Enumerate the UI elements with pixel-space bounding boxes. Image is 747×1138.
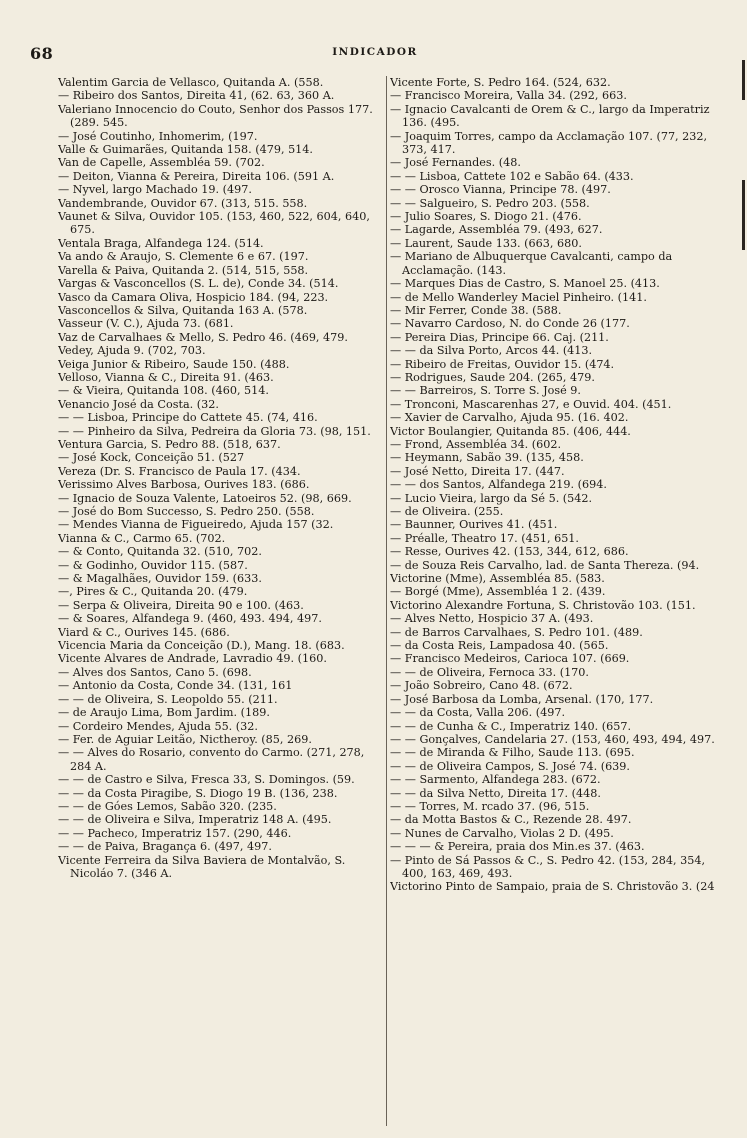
directory-entry: Vasconcellos & Silva, Quitanda 163 A. (578. xyxy=(58,303,308,317)
directory-entry: — Serpa & Oliveira, Direita 90 e 100. (463. xyxy=(58,598,304,612)
directory-entry: — Alves dos Santos, Cano 5. (698. xyxy=(58,665,252,679)
directory-entry: — da Motta Bastos & C., Rezende 28. 497. xyxy=(390,813,632,827)
directory-entry: — — Torres, M. rcado 37. (96, 515. xyxy=(390,799,590,813)
directory-entry: — — da Costa Piragibe, S. Diogo 19 B. (136, 238. xyxy=(58,786,338,800)
directory-entry: — Joaquim Torres, campo da Acclamação 107. (77, 232, 373, 417. xyxy=(390,129,708,157)
directory-entry: Valentim Garcia de Vellasco, Quitanda A. (558. xyxy=(58,76,324,89)
directory-entry: — Baunner, Ourives 41. (451. xyxy=(390,518,558,532)
running-title: INDICADOR xyxy=(332,46,418,58)
directory-entry: Valeriano Innocencio do Couto, Senhor dos Passos 177. (289. 545. xyxy=(58,102,373,130)
directory-entry: — — de Oliveira Campos, S. José 74. (639. xyxy=(390,759,630,773)
directory-entry: — — Lisboa, Cattete 102 e Sabão 64. (433. xyxy=(390,169,634,183)
directory-entry: — Ignacio de Souza Valente, Latoeiros 52. (98, 669. xyxy=(58,491,352,505)
directory-entry: — Marques Dias de Castro, S. Manoel 25. (413. xyxy=(390,277,660,291)
directory-entry: — de Barros Carvalhaes, S. Pedro 101. (489. xyxy=(390,625,643,639)
directory-entry: Verissimo Alves Barbosa, Ourives 183. (686. xyxy=(58,478,310,492)
directory-entry: — Francisco Moreira, Valla 34. (292, 663. xyxy=(390,89,627,103)
directory-entry: Victorino Alexandre Fortuna, S. Christovão 103. (151. xyxy=(390,598,696,612)
left-column xyxy=(58,76,384,1126)
directory-entry: Victor Boulangier, Quitanda 85. (406, 444. xyxy=(390,424,631,438)
directory-entry: — Lagarde, Assembléa 79. (493, 627. xyxy=(390,223,603,237)
directory-entry: — — da Silva Porto, Arcos 44. (413. xyxy=(390,344,593,358)
directory-entry: — — — & Pereira, praia dos Min.es 37. (463. xyxy=(390,840,645,854)
directory-entry: — Pinto de Sá Passos & C., S. Pedro 42. (153, 284, 354, 400, 163, 469, 493. xyxy=(390,853,706,880)
directory-entry: — Ribeiro dos Santos, Direita 41, (62. 63, 360 A. xyxy=(58,89,335,103)
directory-entry: — — da Silva Netto, Direita 17. (448. xyxy=(390,786,601,800)
directory-entry: — Ignacio Cavalcanti de Orem & C., largo da Imperatriz 136. (495. xyxy=(390,102,710,130)
directory-entry: — de Oliveira. (255. xyxy=(390,505,504,518)
directory-entry: — — Lisboa, Principe do Cattete 45. (74, 416. xyxy=(58,411,318,425)
directory-entry: — Heymann, Sabão 39. (135, 458. xyxy=(390,451,584,465)
directory-entry: — & Magalhães, Ouvidor 159. (633. xyxy=(58,572,262,586)
directory-entry: — — Pinheiro da Silva, Pedreira da Gloria 73. (98, 151. xyxy=(58,424,371,438)
directory-entry: — — de Oliveira, Fernoca 33. (170. xyxy=(390,665,589,679)
directory-entry: — de Araujo Lima, Bom Jardim. (189. xyxy=(58,706,270,720)
directory-entry: — João Sobreiro, Cano 48. (672. xyxy=(390,679,573,693)
page-edge-mark xyxy=(742,60,745,100)
directory-entry: — Mir Ferrer, Conde 38. (588. xyxy=(390,303,562,317)
directory-entry: — José Fernandes. (48. xyxy=(390,156,521,170)
column-divider xyxy=(386,76,387,1126)
directory-entry: Vicente Forte, S. Pedro 164. (524, 632. xyxy=(390,76,611,89)
directory-entry: — José Kock, Conceição 51. (527 xyxy=(58,451,245,465)
directory-entry: — Rodrigues, Saude 204. (265, 479. xyxy=(390,370,595,384)
directory-entry: — José Barbosa da Lomba, Arsenal. (170, 177. xyxy=(390,692,654,706)
directory-entry: Velloso, Vianna & C., Direita 91. (463. xyxy=(58,370,274,384)
directory-entry: — José do Bom Successo, S. Pedro 250. (558. xyxy=(58,505,315,518)
directory-entry: — Xavier de Carvalho, Ajuda 95. (16. 402. xyxy=(390,411,629,425)
directory-entry: — — de Oliveira, S. Leopoldo 55. (211. xyxy=(58,692,278,706)
directory-entry: — Nunes de Carvalho, Violas 2 D. (495. xyxy=(390,826,614,840)
directory-entry: Vandembrande, Ouvidor 67. (313, 515. 558. xyxy=(58,196,308,210)
directory-entry: — Resse, Ourives 42. (153, 344, 612, 686. xyxy=(390,545,629,559)
directory-entry: Venancio José da Costa. (32. xyxy=(58,397,219,411)
page-edge-mark xyxy=(742,180,745,250)
directory-entry: Viard & C., Ourives 145. (686. xyxy=(58,625,230,639)
directory-entry: Varella & Paiva, Quitanda 2. (514, 515, 558. xyxy=(58,263,309,277)
directory-entry: — Navarro Cardoso, N. do Conde 26 (177. xyxy=(390,317,630,331)
directory-entry: — Alves Netto, Hospicio 37 A. (493. xyxy=(390,612,594,626)
directory-entry: — Julio Soares, S. Diogo 21. (476. xyxy=(390,210,582,224)
right-column xyxy=(390,76,716,1126)
directory-entry: — José Netto, Direita 17. (447. xyxy=(390,464,565,478)
directory-entry: Vereza (Dr. S. Francisco de Paula 17. (434. xyxy=(58,464,301,478)
directory-entry: — & Soares, Alfandega 9. (460, 493. 494, 497. xyxy=(58,612,322,626)
directory-entry: Vedey, Ajuda 9. (702, 703. xyxy=(58,344,206,358)
directory-entry: — & Conto, Quitanda 32. (510, 702. xyxy=(58,545,262,559)
directory-entry: — Pereira Dias, Principe 66. Caj. (211. xyxy=(390,330,609,344)
directory-entry: — — de Castro e Silva, Fresca 33, S. Domingos. (59. xyxy=(58,773,355,787)
directory-entry: Vasco da Camara Oliva, Hospicio 184. (94, 223. xyxy=(58,290,329,304)
directory-entry: — — da Costa, Valla 206. (497. xyxy=(390,706,566,720)
directory-entry: — & Godinho, Ouvidor 115. (587. xyxy=(58,558,248,572)
directory-entry: — Mendes Vianna de Figueiredo, Ajuda 157 (32. xyxy=(58,518,334,532)
directory-entry: — Antonio da Costa, Conde 34. (131, 161 xyxy=(58,679,293,693)
directory-entry: — de Souza Reis Carvalho, lad. de Santa Thereza. (94. xyxy=(390,558,700,572)
directory-entry: — — Pacheco, Imperatriz 157. (290, 446. xyxy=(58,826,292,840)
directory-entry: Va ando & Araujo, S. Clemente 6 e 67. (197. xyxy=(58,250,309,264)
directory-entry: — de Mello Wanderley Maciel Pinheiro. (141. xyxy=(390,290,647,304)
directory-entry: — — dos Santos, Alfandega 219. (694. xyxy=(390,478,607,492)
directory-entry: — — de Paiva, Bragança 6. (497, 497. xyxy=(58,840,272,854)
directory-entry: — Préalle, Theatro 17. (451, 651. xyxy=(390,531,579,545)
directory-entry: — Tronconi, Mascarenhas 27, e Ouvid. 404. (451. xyxy=(390,397,672,411)
directory-entry: Vaunet & Silva, Ouvidor 105. (153, 460, 522, 604, 640, 675. xyxy=(58,210,370,237)
directory-entry: Vicencia Maria da Conceição (D.), Mang. 18. (683. xyxy=(58,639,345,653)
directory-entry: — Laurent, Saude 133. (663, 680. xyxy=(390,236,582,250)
directory-entry: Vasseur (V. C.), Ajuda 73. (681. xyxy=(58,317,234,331)
directory-entry: — Deiton, Vianna & Pereira, Direita 106. (591 A. xyxy=(58,169,335,183)
directory-entry: — da Costa Reis, Lampadosa 40. (565. xyxy=(390,639,609,653)
directory-entry: — — Orosco Vianna, Principe 78. (497. xyxy=(390,183,611,197)
directory-entry: Victorine (Mme), Assembléa 85. (583. xyxy=(390,572,605,586)
directory-entry: Vaz de Carvalhaes & Mello, S. Pedro 46. (469, 479. xyxy=(58,330,348,344)
directory-entry: — — Barreiros, S. Torre S. José 9. xyxy=(390,384,581,398)
directory-entry: Vargas & Vasconcellos (S. L. de), Conde 34. (514. xyxy=(58,277,339,291)
directory-entry: — — Salgueiro, S. Pedro 203. (558. xyxy=(390,196,590,210)
directory-entry: Van de Capelle, Assembléa 59. (702. xyxy=(58,156,265,170)
directory-entry: Valle & Guimarães, Quitanda 158. (479, 514. xyxy=(58,143,313,157)
page-number: 68 xyxy=(30,44,54,63)
directory-entry: — Francisco Medeiros, Carioca 107. (669. xyxy=(390,652,630,666)
page-header xyxy=(30,44,720,66)
directory-entry: — Nyvel, largo Machado 19. (497. xyxy=(58,183,252,197)
directory-entry: Ventala Braga, Alfandega 124. (514. xyxy=(58,236,264,250)
directory-entry: — Frond, Assembléa 34. (602. xyxy=(390,437,562,451)
directory-columns xyxy=(58,76,718,1126)
directory-entry: — — de Miranda & Filho, Saude 113. (695. xyxy=(390,746,635,760)
directory-entry: — — de Cunha & C., Imperatriz 140. (657. xyxy=(390,719,632,733)
directory-entry: — José Coutinho, Inhomerim, (197. xyxy=(58,129,258,143)
directory-entry: Vicente Ferreira da Silva Baviera de Montalvão, S. Nicoláo 7. (346 A. xyxy=(58,853,346,880)
directory-entry: —, Pires & C., Quitanda 20. (479. xyxy=(58,585,248,599)
directory-entry: — Lucio Vieira, largo da Sé 5. (542. xyxy=(390,491,593,505)
directory-entry: — Fer. de Aguiar Leitão, Nictheroy. (85, 269. xyxy=(58,732,312,746)
directory-entry: — Borgé (Mme), Assembléa 1 2. (439. xyxy=(390,585,606,599)
directory-entry: — Ribeiro de Freitas, Ouvidor 15. (474. xyxy=(390,357,615,371)
directory-entry: — — de Oliveira e Silva, Imperatriz 148 A. (495. xyxy=(58,813,332,827)
directory-entry: Ventura Garcia, S. Pedro 88. (518, 637. xyxy=(58,437,281,451)
directory-entry: — Cordeiro Mendes, Ajuda 55. (32. xyxy=(58,719,258,733)
directory-entry: — — Gonçalves, Candelaria 27. (153, 460, 493, 494, 497. xyxy=(390,732,715,746)
directory-entry: — — Alves do Rosario, convento do Carmo. (271, 278, 284 A. xyxy=(58,746,365,773)
directory-entry: Vianna & C., Carmo 65. (702. xyxy=(58,531,226,545)
directory-entry: — — de Góes Lemos, Sabão 320. (235. xyxy=(58,799,277,813)
directory-entry: — — Sarmento, Alfandega 283. (672. xyxy=(390,773,601,787)
directory-entry: — Mariano de Albuquerque Cavalcanti, campo da Acclamação. (143. xyxy=(390,250,673,277)
directory-entry: Victorino Pinto de Sampaio, praia de S. Christovão 3. (24 xyxy=(390,880,715,894)
directory-entry: — & Vieira, Quitanda 108. (460, 514. xyxy=(58,384,269,398)
directory-entry: Veiga Junior & Ribeiro, Saude 150. (488. xyxy=(58,357,290,371)
directory-entry: Vicente Alvares de Andrade, Lavradio 49. (160. xyxy=(58,652,327,666)
